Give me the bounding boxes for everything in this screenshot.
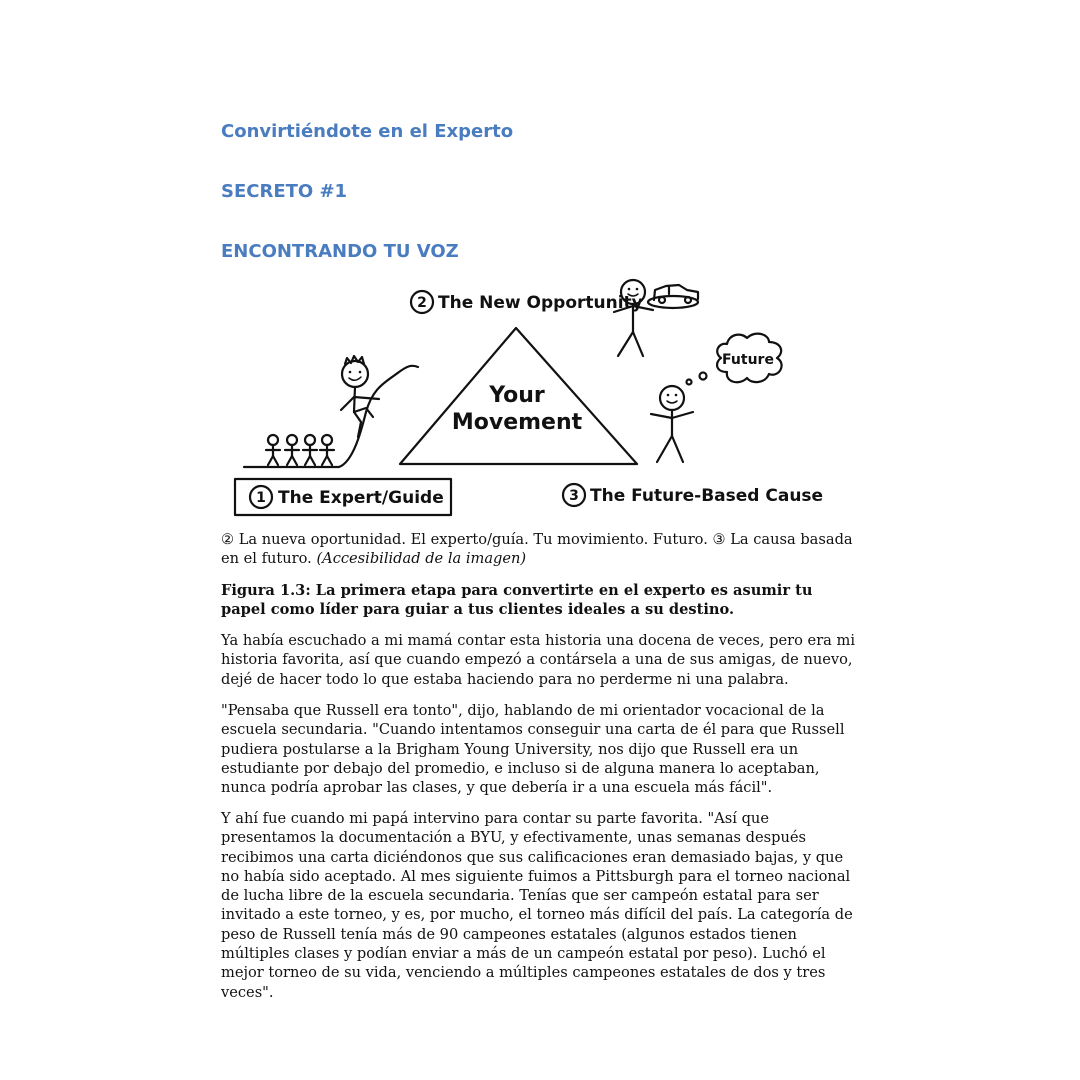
label-future: Future	[722, 352, 774, 368]
label-expert-guide: The Expert/Guide	[278, 488, 444, 508]
label-your: Your	[489, 383, 545, 408]
label-movement: Movement	[451, 410, 583, 435]
body-paragraph-3: Y ahí fue cuando mi papá intervino para contar su parte favorita. "Así que presentamos la documentación a BYU, y efectivamente, unas semanas después recibimos una carta diciéndonos que sus calificaciones eran demasiado bajas, y que no había sido aceptado. Al mes siguiente fuimos a Pittsburgh para el torneo nacional de lucha libre de la escuela secundaria. Tenías que ser campeón estatal para ser invitado a este torneo, y es, por mucho, el torneo más difícil del país. La categoría de peso de Russell tenía más de 90 campeones estatales (algunos estados tienen múltiples clases y podían enviar a más de un campeón estatal por peso). Luchó el mejor torneo de su vida, venciendo a múltiples campeones estatales de dos y tres veces".	[221, 810, 853, 1001]
car-icon	[648, 285, 698, 308]
label-future-cause: The Future-Based Cause	[590, 486, 824, 506]
label-number-1: 1	[256, 490, 266, 506]
figure-illustration	[221, 272, 853, 522]
slope-line	[244, 366, 418, 467]
secret-heading: SECRETO #1	[221, 181, 348, 202]
followers-group	[266, 435, 334, 465]
figure-title: Figura 1.3: La primera etapa para convertirte en el experto es asumir tu papel como líder para guiar a tus clientes ideales a su destino.	[221, 582, 813, 619]
label-new-opportunity: The New Opportunity	[438, 293, 643, 313]
body-paragraph-1: Ya había escuchado a mi mamá contar esta historia una docena de veces, pero era mi historia favorita, así que cuando empezó a contársela a una de sus amigas, de nuevo, dejé de hacer todo lo que estaba haciendo para no perderme ni una palabra.	[221, 632, 856, 688]
label-number-2: 2	[417, 295, 427, 311]
opportunity-figure	[614, 280, 653, 356]
label-number-3: 3	[569, 488, 579, 504]
accessibility-link[interactable]: (Accesibilidad de la imagen)	[316, 550, 527, 568]
body-paragraph-2: "Pensaba que Russell era tonto", dijo, hablando de mi orientador vocacional de la escuela secundaria. "Cuando intentamos conseguir una carta de él para que Russell pudiera postularse a la Brigham Young University, nos dijo que Russell era un estudiante por debajo del promedio, e incluso si de alguna manera lo aceptaban, nunca podría aprobar las clases, y que debería ir a una escuela más fácil".	[221, 702, 845, 797]
chapter-heading: Convirtiéndote en el Experto	[221, 121, 514, 142]
figure-caption	[221, 530, 861, 569]
caption-text: ② La nueva oportunidad. El experto/guía. Tu movimiento. Futuro. ③ La causa basada en el futuro.	[221, 531, 853, 568]
future-figure	[651, 386, 693, 462]
section-heading: ENCONTRANDO TU VOZ	[221, 241, 459, 262]
